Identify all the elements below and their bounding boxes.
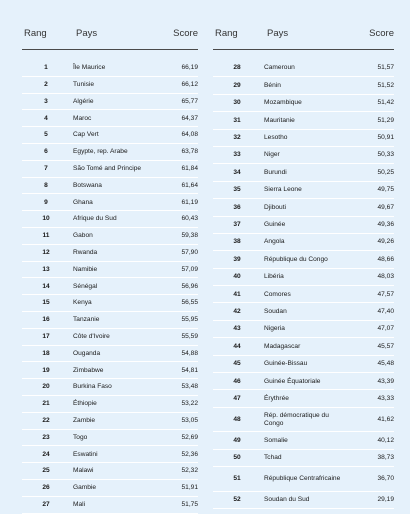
score-cell: 43,39 xyxy=(377,377,394,385)
table-row xyxy=(213,356,394,373)
table-body-left xyxy=(22,60,198,514)
table-row xyxy=(22,497,198,514)
score-cell: 51,52 xyxy=(377,81,394,89)
score-cell: 51,91 xyxy=(181,484,198,492)
country-cell: Malawi xyxy=(73,467,94,475)
table-row xyxy=(22,346,198,363)
score-cell: 52,36 xyxy=(181,450,198,458)
country-cell: Kenya xyxy=(73,299,92,307)
rank-cell: 52 xyxy=(233,496,241,504)
table-row xyxy=(22,312,198,329)
rank-cell: 46 xyxy=(233,377,241,385)
country-cell: Zimbabwe xyxy=(73,366,104,374)
score-cell: 57,09 xyxy=(181,265,198,273)
rank-cell: 27 xyxy=(42,500,50,508)
country-cell: Île Maurice xyxy=(73,64,106,72)
score-cell: 52,69 xyxy=(181,433,198,441)
rank-cell: 17 xyxy=(42,332,50,340)
country-cell: Togo xyxy=(73,433,88,441)
score-cell: 50,25 xyxy=(377,168,394,176)
rank-cell: 7 xyxy=(44,164,48,172)
score-cell: 47,57 xyxy=(377,290,394,298)
rank-cell: 49 xyxy=(233,436,241,444)
rank-cell: 35 xyxy=(233,186,241,194)
rank-cell: 22 xyxy=(42,416,50,424)
score-cell: 61,19 xyxy=(181,198,198,206)
rank-cell: 23 xyxy=(42,433,50,441)
table-row xyxy=(213,303,394,320)
header-score: Score xyxy=(369,27,394,39)
score-cell: 51,57 xyxy=(377,64,394,72)
table-row xyxy=(22,211,198,228)
country-cell: Angola xyxy=(264,238,285,246)
table-row xyxy=(213,182,394,199)
header-rank: Rang xyxy=(24,27,47,39)
score-cell: 50,91 xyxy=(377,134,394,142)
table-row xyxy=(22,480,198,497)
score-cell: 49,36 xyxy=(377,221,394,228)
rank-cell: 50 xyxy=(233,454,241,462)
table-row xyxy=(213,199,394,216)
table-row xyxy=(213,112,394,129)
score-cell: 38,73 xyxy=(377,454,394,462)
country-cell: Soudan du Sud xyxy=(264,496,310,504)
country-cell: Bénin xyxy=(264,81,281,89)
country-cell: Sénégal xyxy=(73,282,98,290)
country-cell: Comores xyxy=(264,290,291,298)
score-cell: 59,38 xyxy=(181,232,198,240)
table-row xyxy=(22,446,198,463)
table-body-right xyxy=(213,60,394,509)
table-header xyxy=(22,24,198,42)
score-cell: 52,32 xyxy=(181,467,198,475)
country-cell: Zambie xyxy=(73,416,95,424)
table-row xyxy=(22,127,198,144)
rank-cell: 1 xyxy=(44,64,48,72)
table-row xyxy=(22,178,198,195)
table-row xyxy=(22,413,198,430)
table-row xyxy=(213,321,394,338)
rank-cell: 47 xyxy=(233,394,241,402)
rank-cell: 32 xyxy=(233,134,241,142)
country-cell: Tunisie xyxy=(73,80,95,88)
table-row xyxy=(213,234,394,251)
country-cell: Djibouti xyxy=(264,203,286,211)
table-row xyxy=(22,295,198,312)
table-row xyxy=(22,262,198,279)
rank-cell: 15 xyxy=(42,299,50,307)
table-row xyxy=(22,194,198,211)
table-row xyxy=(213,373,394,390)
country-cell: Gabon xyxy=(73,232,93,240)
country-cell: Maroc xyxy=(73,114,92,122)
rank-cell: 25 xyxy=(42,467,50,475)
score-cell: 29,19 xyxy=(377,496,394,504)
rank-cell: 19 xyxy=(42,366,50,374)
country-cell: Egypte, rep. Arabe xyxy=(73,148,128,156)
table-row xyxy=(213,164,394,181)
rank-cell: 30 xyxy=(233,99,241,107)
header-country: Pays xyxy=(76,27,98,39)
country-cell: Algérie xyxy=(73,97,94,105)
table-header xyxy=(213,24,394,42)
rank-cell: 14 xyxy=(42,282,50,290)
country-cell: Botswana xyxy=(73,181,102,189)
table-row xyxy=(22,110,198,127)
rank-cell: 13 xyxy=(42,265,50,273)
rank-cell: 43 xyxy=(233,325,241,333)
rank-cell: 2 xyxy=(44,80,48,88)
rank-cell: 11 xyxy=(42,232,50,240)
score-cell: 64,37 xyxy=(181,114,198,122)
table-row xyxy=(22,77,198,94)
table-row xyxy=(213,77,394,94)
table-row xyxy=(22,396,198,413)
score-cell: 48,03 xyxy=(377,273,394,281)
country-cell: Somalie xyxy=(264,436,288,444)
header-score: Score xyxy=(173,27,198,39)
country-cell: Soudan xyxy=(264,307,287,315)
country-cell: Madagascar xyxy=(264,342,301,350)
rank-cell: 12 xyxy=(42,248,50,256)
country-cell: Ghana xyxy=(73,198,93,206)
score-cell: 43,33 xyxy=(377,394,394,402)
table-row xyxy=(213,286,394,303)
table-row xyxy=(22,362,198,379)
table-row xyxy=(213,60,394,77)
ranking-table-right xyxy=(213,24,394,509)
country-cell: République du Congo xyxy=(264,255,328,263)
rank-cell: 9 xyxy=(44,198,48,206)
score-cell: 55,95 xyxy=(181,316,198,324)
country-cell: Eswatini xyxy=(73,450,98,458)
country-cell: Sierra Leone xyxy=(264,186,302,194)
country-cell: Mauritanie xyxy=(264,116,295,124)
score-cell: 60,43 xyxy=(181,215,198,223)
country-cell: Érythrée xyxy=(264,394,289,402)
rank-cell: 36 xyxy=(233,203,241,211)
country-cell: Nigeria xyxy=(264,325,285,333)
country-cell: Lesotho xyxy=(264,134,288,142)
table-row xyxy=(213,338,394,355)
country-cell: Afrique du Sud xyxy=(73,215,117,223)
rank-cell: 24 xyxy=(42,450,50,458)
score-cell: 45,57 xyxy=(377,342,394,350)
table-row xyxy=(213,217,394,234)
country-cell: Rwanda xyxy=(73,248,98,256)
header-divider xyxy=(22,49,198,50)
country-cell: Guinée-Bissau xyxy=(264,360,308,368)
table-row xyxy=(22,144,198,161)
rank-cell: 18 xyxy=(42,349,50,357)
country-cell: Burundi xyxy=(264,168,287,176)
rank-cell: 51 xyxy=(233,475,241,483)
score-cell: 41,62 xyxy=(377,415,394,423)
table-row xyxy=(213,147,394,164)
rank-cell: 10 xyxy=(42,215,50,223)
table-row xyxy=(22,161,198,178)
country-cell: Namibie xyxy=(73,265,98,273)
country-cell: Rép. démocratique du Congo xyxy=(264,412,329,427)
rank-cell: 26 xyxy=(42,484,50,492)
country-cell: Tchad xyxy=(264,454,282,462)
score-cell: 56,96 xyxy=(181,282,198,290)
score-cell: 50,33 xyxy=(377,151,394,159)
rank-cell: 40 xyxy=(233,273,241,281)
country-cell: Niger xyxy=(264,151,280,159)
table-row xyxy=(22,379,198,396)
score-cell: 54,81 xyxy=(181,366,198,374)
country-cell: São Tomé and Principe xyxy=(73,164,142,172)
country-cell: Cap Vert xyxy=(73,131,99,139)
rank-cell: 5 xyxy=(44,131,48,139)
table-row xyxy=(22,430,198,447)
table-row xyxy=(213,450,394,467)
score-cell: 53,48 xyxy=(181,383,198,391)
country-cell: Côte d'Ivoire xyxy=(73,332,110,340)
rank-cell: 6 xyxy=(44,148,48,156)
rank-cell: 44 xyxy=(233,342,241,350)
country-cell: Mozambique xyxy=(264,99,302,107)
country-cell: Guinée Équatoriale xyxy=(264,377,321,385)
country-cell: Éthiopie xyxy=(73,400,97,408)
rank-cell: 33 xyxy=(233,151,241,159)
score-cell: 56,55 xyxy=(181,299,198,307)
rank-cell: 45 xyxy=(233,360,241,368)
rank-cell: 4 xyxy=(44,114,48,122)
score-cell: 51,75 xyxy=(181,500,198,508)
score-cell: 64,08 xyxy=(181,131,198,139)
country-cell: Burkina Faso xyxy=(73,383,112,391)
rank-cell: 29 xyxy=(233,81,241,89)
table-row xyxy=(213,390,394,407)
rank-cell: 31 xyxy=(233,116,241,124)
score-cell: 49,26 xyxy=(377,238,394,246)
score-cell: 57,90 xyxy=(181,248,198,256)
header-divider xyxy=(213,49,394,50)
score-cell: 47,07 xyxy=(377,325,394,333)
rank-cell: 21 xyxy=(42,400,50,408)
rank-cell: 34 xyxy=(233,168,241,176)
score-cell: 49,75 xyxy=(377,186,394,194)
score-cell: 54,88 xyxy=(181,349,198,357)
rank-cell: 37 xyxy=(233,221,241,228)
country-cell: République Centrafricaine xyxy=(264,475,341,483)
country-cell: Guinée xyxy=(264,221,286,228)
table-row xyxy=(213,269,394,286)
score-cell: 61,84 xyxy=(181,164,198,172)
table-row xyxy=(22,463,198,480)
score-cell: 48,66 xyxy=(377,255,394,263)
rank-cell: 41 xyxy=(233,290,241,298)
table-row xyxy=(213,95,394,112)
country-cell: Ouganda xyxy=(73,349,101,357)
table-row xyxy=(213,467,394,492)
table-row xyxy=(22,329,198,346)
country-cell: Libéria xyxy=(264,273,284,281)
table-row xyxy=(22,278,198,295)
score-cell: 66,12 xyxy=(181,80,198,88)
rank-cell: 20 xyxy=(42,383,50,391)
score-cell: 63,78 xyxy=(181,148,198,156)
table-row xyxy=(213,432,394,449)
table-row xyxy=(22,228,198,245)
table-row xyxy=(22,245,198,262)
score-cell: 40,12 xyxy=(377,436,394,444)
country-cell: Tanzanie xyxy=(73,316,100,324)
score-cell: 47,40 xyxy=(377,307,394,315)
table-row xyxy=(213,408,394,433)
score-cell: 66,19 xyxy=(181,64,198,72)
rank-cell: 38 xyxy=(233,238,241,246)
rank-cell: 8 xyxy=(44,181,48,189)
rank-cell: 16 xyxy=(42,316,50,324)
score-cell: 36,70 xyxy=(377,475,394,483)
rank-cell: 3 xyxy=(44,97,48,105)
score-cell: 51,29 xyxy=(377,116,394,124)
rank-cell: 28 xyxy=(233,64,241,72)
score-cell: 45,48 xyxy=(377,360,394,368)
ranking-table-left xyxy=(22,24,198,514)
header-country: Pays xyxy=(267,27,289,39)
rank-cell: 42 xyxy=(233,307,241,315)
table-row xyxy=(213,492,394,509)
country-cell: Cameroun xyxy=(264,64,295,72)
table-row xyxy=(22,60,198,77)
score-cell: 53,05 xyxy=(181,416,198,424)
table-row xyxy=(213,130,394,147)
score-cell: 55,59 xyxy=(181,332,198,340)
country-cell: Mali xyxy=(73,500,86,508)
rank-cell: 39 xyxy=(233,255,241,263)
country-cell: Gambie xyxy=(73,484,97,492)
score-cell: 61,64 xyxy=(181,181,198,189)
table-row xyxy=(22,94,198,111)
table-row xyxy=(213,251,394,268)
score-cell: 49,67 xyxy=(377,203,394,211)
rank-cell: 48 xyxy=(233,415,241,423)
header-rank: Rang xyxy=(215,27,238,39)
score-cell: 65,77 xyxy=(181,97,198,105)
score-cell: 53,22 xyxy=(181,400,198,408)
score-cell: 51,42 xyxy=(377,99,394,107)
